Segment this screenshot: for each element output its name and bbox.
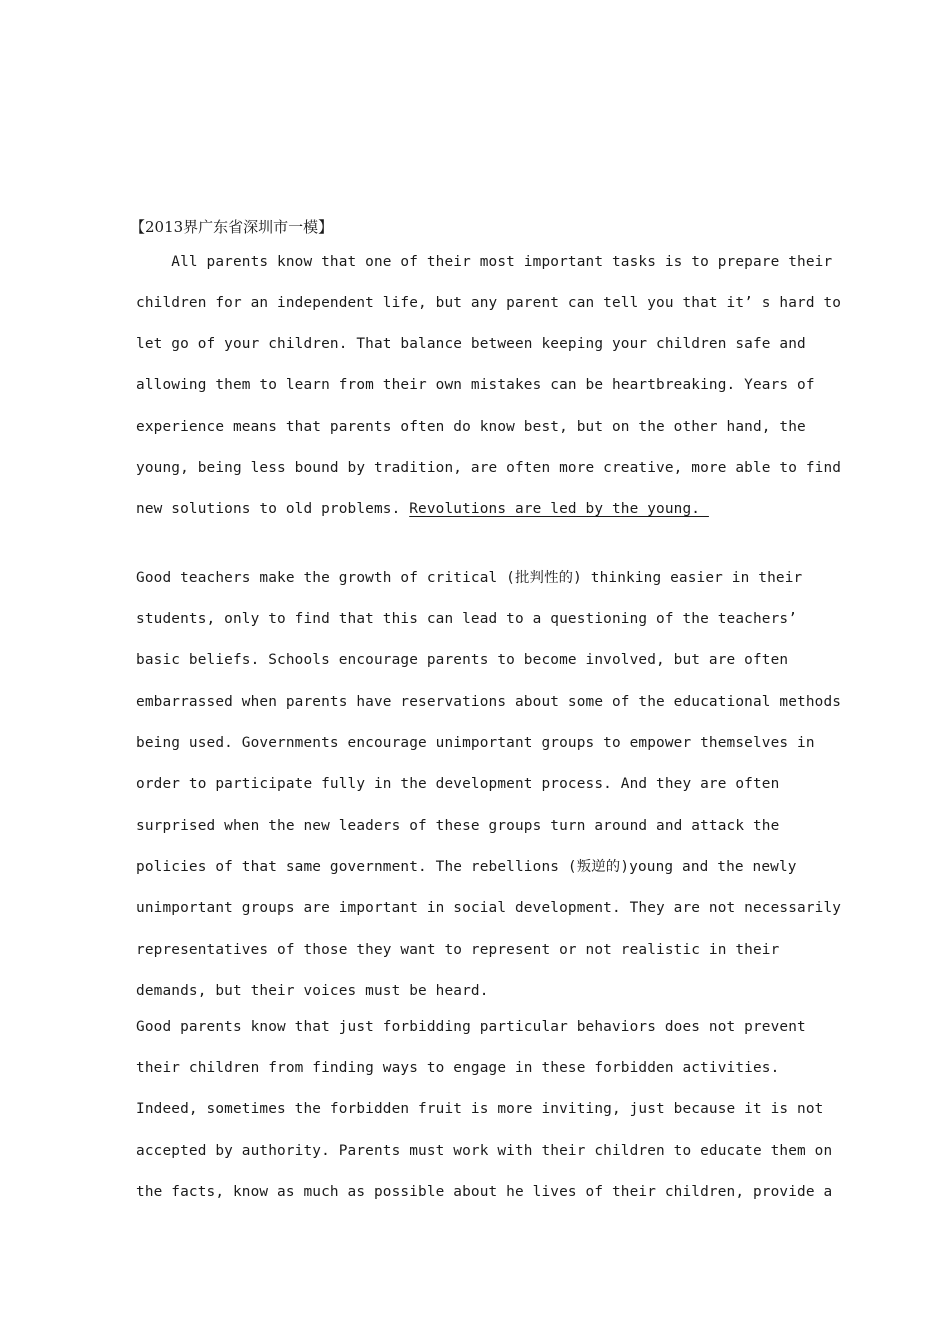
text-line: representatives of those they want to represent or not realistic in their (136, 942, 780, 958)
text-line: young, being less bound by tradition, are often more creative, more able to find (136, 460, 842, 476)
text-line: policies of that same government. The rebellions (叛逆的)young and the newly (136, 859, 797, 875)
text-line: being used. Governments encourage unimportant groups to empower themselves in (136, 735, 815, 751)
text-line: children for an independent life, but any parent can tell you that it’ s hard to (136, 295, 842, 311)
text-line: demands, but their voices must be heard. (136, 983, 489, 999)
text-line (136, 499, 709, 519)
text-line: accepted by authority. Parents must work with their children to educate them on (136, 1143, 833, 1159)
text-line: Good parents know that just forbidding particular behaviors does not prevent (136, 1019, 806, 1035)
text-line: students, only to find that this can lead to a questioning of the teachers’ (136, 611, 798, 627)
text-line: let go of your children. That balance between keeping your children safe and (136, 336, 806, 352)
underlined-sentence: Revolutions are led by the young. (409, 501, 709, 517)
text-line: Indeed, sometimes the forbidden fruit is more inviting, just because it is not (136, 1101, 824, 1117)
text-line: unimportant groups are important in social development. They are not necessarily (136, 900, 842, 916)
text-line: experience means that parents often do know best, but on the other hand, the (136, 419, 806, 435)
text-line: allowing them to learn from their own mistakes can be heartbreaking. Years of (136, 377, 815, 393)
text-fragment: new solutions to old problems. (136, 501, 410, 517)
text-line: Good teachers make the growth of critical (批判性的) thinking easier in their (136, 570, 803, 586)
text-line: order to participate fully in the development process. And they are often (136, 776, 780, 792)
text-line: embarrassed when parents have reservations about some of the educational methods (136, 694, 842, 710)
text-line: surprised when the new leaders of these groups turn around and attack the (136, 818, 780, 834)
text-line: All parents know that one of their most important tasks is to prepare their (136, 254, 833, 270)
text-line: basic beliefs. Schools encourage parents to become involved, but are often (136, 652, 789, 668)
text-line: their children from finding ways to engage in these forbidden activities. (136, 1060, 780, 1076)
exam-source-heading: 【2013界广东省深圳市一模】 (130, 218, 334, 236)
text-line: the facts, know as much as possible about he lives of their children, provide a (136, 1184, 833, 1200)
